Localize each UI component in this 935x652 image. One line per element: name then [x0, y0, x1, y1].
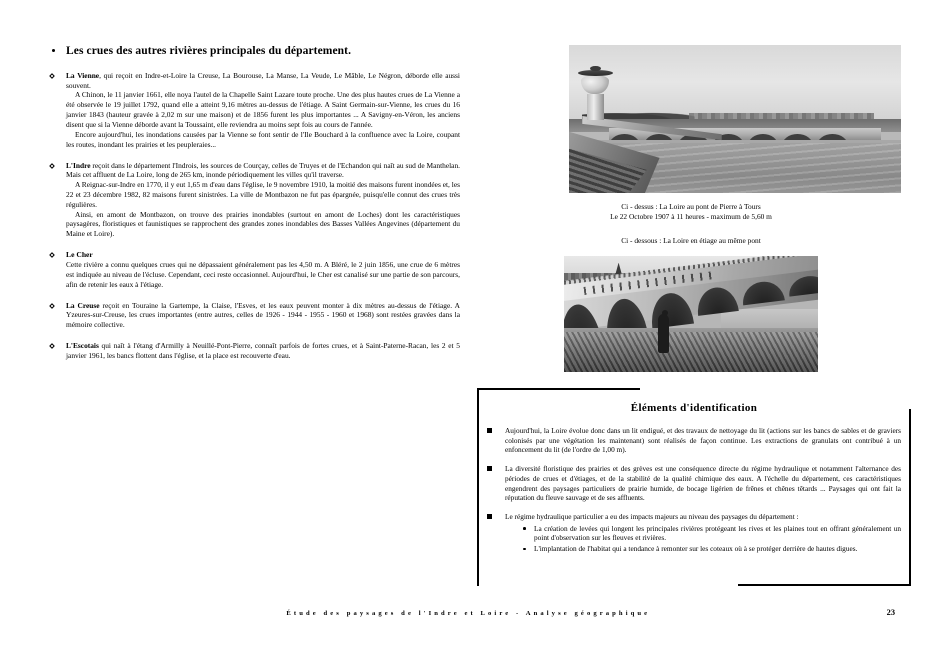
identification-item-text: La diversité floristique des prairies et des grèves est une conséquence directe du régime hydraulique et notamment l'alternance des périodes de crues et d'étiages, et de la stabilité de la qualité chimique des eaux. A l'échelle du département, ces caractéristiques engendrent des paysages particuliers de prairie humide, de bocage ligérien de frênes et chênes têtards ... Paysages qui ont fait la réputation du fleuve sauvage et de ses affluents. — [505, 464, 901, 503]
river-lead-rest: qui naît à l'étang d'Armilly à Neuillé-Pont-Pierre, connaît parfois de fortes crues, et à Saint-Paterne-Racan, les 2 et 5 janvier 1961, les bancs flottent dans l'église, et la place est recouverte d'eau. — [66, 340, 460, 360]
river-entry-le-cher — [48, 250, 460, 290]
photo-urn-pedestal — [587, 94, 604, 121]
identification-item-text: Le régime hydraulique particulier a eu des impacts majeurs au niveau des paysages du département : — [505, 511, 799, 521]
river-paragraph: Encore aujourd'hui, les inondations causées par la Vienne se font sentir de l'Ile Bouchard à la confluence avec la Loire, coupant les routes, inondant les prairies et les peupleraies... — [66, 129, 460, 149]
river-lead — [66, 301, 460, 330]
river-name: L'Indre — [66, 160, 91, 170]
identification-item — [477, 464, 911, 503]
caption-above-photo2 — [487, 202, 895, 222]
identification-sublist-text: L'implantation de l'habitat qui a tendance à remonter sur les coteaux où à se protéger derrière de hautes digues. — [534, 544, 858, 554]
box-border-top — [477, 388, 640, 390]
river-lead-rest: reçoit en Touraine la Gartempe, la Claise, l'Esves, et les eaux peuvent monter à dix mètres au-dessus de l'étiage. A Yzeures-sur-Creuse, les crues importantes (entre autres, celles de 1926 - 1944 - 1955 - 1960 et 1968) sont restées gravées dans la mémoire collective. — [66, 300, 460, 330]
page-footer — [48, 608, 895, 617]
river-lead — [66, 161, 460, 181]
identification-sublist-item — [523, 524, 901, 543]
photo-figure-head — [662, 310, 668, 316]
photo-gravel-texture — [564, 332, 818, 371]
identification-sublist — [505, 524, 901, 554]
caption-line-1: Ci - dessus : La Loire au pont de Pierre à Tours — [621, 202, 761, 211]
river-lead-rest: reçoit dans le département l'Indrois, les sources de Courçay, celles de Truyes et de l'Echandon qui naît au sud de Manthelan. Mais cet affluent de La Loire, long de 265 km, inonde périodiquement les villes qu'il traverse. — [66, 160, 460, 180]
river-name: La Vienne — [66, 70, 100, 80]
footer-title: Étude des paysages de l'Indre et Loire - Analyse géographique — [286, 610, 651, 617]
identification-sublist-text: La création de levées qui longent les principales rivières protégeant les rives et les plaines tout en offrant généralement un point d'observation sur les fleuves et rivières. — [534, 523, 901, 543]
diamond-bullet-icon — [49, 73, 55, 79]
page-number: 23 — [886, 608, 895, 617]
photo-figure-silhouette — [658, 314, 669, 353]
diamond-bullet-icon — [49, 343, 55, 349]
diamond-bullet-icon — [49, 252, 55, 258]
photo-column — [487, 45, 895, 372]
photo-loire-flood-pont-de-pierre — [569, 45, 901, 193]
river-entry-la-vienne — [48, 71, 460, 150]
river-name: Le Cher — [66, 250, 93, 260]
river-lead-rest: , qui reçoit en Indre-et-Loire la Creuse, La Bourouse, La Manse, La Veude, Le Mâble, Le Négron, déborde elle aussi souvent. — [66, 70, 460, 90]
identification-item-text: Aujourd'hui, la Loire évolue donc dans un lit endigué, et des travaux de nettoyage du lit (actions sur les bancs de sables et de graviers colonisés par une végétation les maintenant) sont réalisés de façon continue. Les extractions de granulats ont contribué à un enfoncement du lit (de l'ordre de 1,00 m). — [505, 426, 901, 455]
page-title — [48, 44, 460, 59]
square-bullet-icon — [487, 514, 492, 519]
river-paragraph: A Reignac-sur-Indre en 1770, il y eut 1,65 m d'eau dans l'église, le 9 novembre 1910, la moitié des maisons furent inondées et, les 22 et 23 décembre 1982, 82 maisons furent sinistrées. La ville de Montbazon ne fut pas épargnée, puisqu'elle connut des crues très régulières. — [66, 180, 460, 209]
caption-line-2: Le 22 Octobre 1907 à 11 heures - maximum de 5,60 m — [610, 212, 772, 222]
box-border-bottom — [738, 584, 911, 586]
square-bullet-icon — [487, 466, 492, 471]
bullet-icon — [52, 49, 55, 52]
caption-line-3: Ci - dessous : La Loire en étiage au même pont — [621, 236, 761, 246]
river-entry-l-escotais — [48, 341, 460, 361]
identification-box — [477, 388, 911, 586]
identification-item-with-sublist — [477, 512, 911, 554]
identification-sublist-item — [523, 544, 901, 554]
river-paragraph: Cette rivière a connu quelques crues qui ne dépassaient généralement pas les 4,50 m. A Bléré, le 2 juin 1856, une crue de 6 mètres est indiquée au niveau de l'écluse. Cependant, ceci reste occasionnel. Aujourd'hui, le Cher est canalisé sur une partie de son parcours, afin de retenir les eaux à l'étiage. — [66, 260, 460, 289]
caption-below-intro — [487, 236, 895, 246]
photo-loire-low-water-same-bridge — [564, 256, 818, 372]
river-name: L'Escotais — [66, 340, 99, 350]
river-paragraph: A Chinon, le 11 janvier 1661, elle noya l'autel de la Chapelle Saint Lazare toute proche. Une des plus hautes crues de La Vienne a été observée le 19 juillet 1792, quand elle a atteint 9,16 mètres au-dessus de l'étiage. A Saint Germain-sur-Vienne, les crues du 16 janvier 1843 (hauteur gravée à 2,02 m sur une maison) et de 1856 furent les plus importantes ... A Savigny-en-Véron, les anciens disent que si la Vienne déborde avant la Toussaint, elle reviendra au moins sept fois au cours de l'année. — [66, 90, 460, 129]
river-lead — [66, 341, 460, 361]
square-bullet-icon — [487, 428, 492, 433]
identification-item — [477, 426, 911, 455]
river-lead — [66, 71, 460, 91]
river-entry-l-indre — [48, 161, 460, 240]
dot-bullet-icon — [523, 548, 526, 551]
left-text-column — [48, 44, 460, 371]
river-paragraph: Ainsi, en amont de Montbazon, on trouve des prairies inondables (surtout en amont de Loches) dont les caractéristiques paysagères, floristiques et faunistiques se rapprochent des grandes zones inondables des Basses Vallées Angevines (département du Maine et Loire). — [66, 209, 460, 239]
dot-bullet-icon — [523, 527, 526, 530]
page-title-text: Les crues des autres rivières principales du département. — [66, 45, 352, 57]
diamond-bullet-icon — [49, 163, 55, 169]
river-entry-la-creuse — [48, 301, 460, 330]
identification-title: Éléments d'identification — [630, 402, 758, 414]
river-name: La Creuse — [66, 300, 100, 310]
diamond-bullet-icon — [49, 303, 55, 309]
